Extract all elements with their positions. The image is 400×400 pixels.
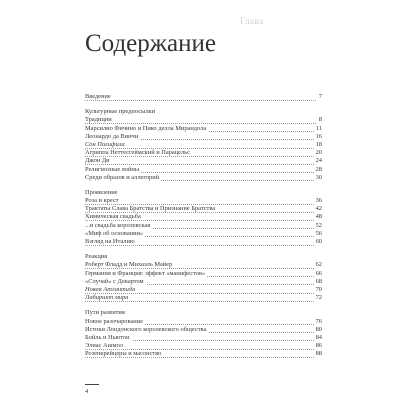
entry-label: Религиозные войны: [85, 165, 140, 173]
toc-entry: [85, 125, 322, 133]
entry-label: Марсилио Фичино и Пико делла Мирандола: [85, 124, 207, 132]
entry-label: Германия и Франция: эффект «манифестов»: [85, 269, 206, 277]
entry-page-number: 8: [318, 116, 322, 124]
page-title: Содержание: [85, 30, 216, 57]
footer-rule: [85, 384, 99, 385]
toc-entry: [85, 278, 322, 286]
entry-label: «Миф об основании»: [85, 229, 144, 237]
entry-page-number: 52: [315, 221, 322, 229]
entry-page-number: 66: [315, 269, 322, 277]
page-number: 4: [85, 388, 89, 395]
entry-page-number: 18: [315, 140, 322, 148]
toc-entry: [85, 318, 322, 326]
toc-entry: [85, 238, 322, 246]
entry-page-number: 60: [315, 238, 322, 245]
toc-entry: [85, 213, 322, 221]
table-of-contents: [85, 93, 322, 358]
entry-page-number: 30: [315, 173, 322, 181]
entry-page-number: 88: [315, 350, 322, 358]
entry-label: Истоки Лондонского королевского общества: [85, 325, 207, 333]
entry-label: Введение: [85, 93, 111, 100]
toc-section-heading: [85, 309, 322, 317]
entry-page-number: 24: [315, 157, 322, 165]
entry-label: Новое разочарование: [85, 317, 143, 325]
entry-page-number: 86: [315, 342, 322, 350]
toc-entry: [85, 261, 322, 269]
toc-entry: [85, 157, 322, 165]
entry-page-number: 16: [315, 132, 322, 140]
section-heading-label: Реакция: [85, 253, 108, 261]
entry-label: Химическая свадьба: [85, 213, 141, 221]
toc-entry: [85, 270, 322, 278]
toc-entry: [85, 205, 322, 213]
entry-page-number: 56: [315, 229, 322, 237]
toc-entry: [85, 222, 322, 230]
toc-entry: [85, 230, 322, 238]
section-heading-label: Проявление: [85, 188, 118, 196]
entry-label: ...и свадьба королевская: [85, 221, 151, 229]
toc-entry: [85, 116, 322, 124]
entry-page-number: 62: [315, 261, 322, 269]
toc-entry: [85, 174, 322, 182]
entry-page-number: 11: [315, 124, 322, 132]
entry-label: Розенкрейцеры и масонство: [85, 350, 162, 358]
entry-page-number: 68: [315, 277, 322, 285]
entry-page-number: 7: [318, 93, 322, 100]
toc-entry: [85, 197, 322, 205]
toc-section-heading: [85, 189, 322, 197]
entry-page-number: 80: [315, 325, 322, 333]
entry-page-number: 20: [315, 149, 322, 157]
entry-label: Леонардо да Винчи: [85, 132, 139, 140]
entry-label: Лабиринт мира: [85, 294, 129, 302]
entry-page-number: 76: [315, 317, 322, 325]
toc-entry: [85, 286, 322, 294]
section-heading-label: Пути развития: [85, 309, 125, 317]
entry-page-number: 84: [315, 333, 322, 341]
toc-entry: [85, 334, 322, 342]
entry-label: Роберт Фладд и Михаэль Майер: [85, 261, 173, 269]
entry-page-number: 48: [315, 213, 322, 221]
toc-entry: [85, 141, 322, 149]
toc-entry: [85, 326, 322, 334]
toc-entry: [85, 149, 322, 157]
entry-page-number: 28: [315, 165, 322, 173]
entry-label: Джон Ди: [85, 157, 110, 165]
toc-entry: [85, 133, 322, 141]
entry-label: Элиас Ашмол: [85, 342, 123, 350]
entry-label: Агриппа Неттесгеймский и Парацельс: [85, 149, 190, 157]
entry-label: Новая Атлантида: [85, 285, 136, 293]
entry-label: Трактаты Слава Братства и Признание Братства: [85, 205, 216, 213]
dot-leader: [85, 100, 322, 101]
entry-label: Среди образов и аллегорий: [85, 173, 160, 181]
entry-label: Взгляд на Италию: [85, 238, 135, 245]
entry-label: Сон Полифила: [85, 140, 125, 148]
entry-page-number: 42: [315, 205, 322, 213]
toc-entry: [85, 342, 322, 350]
section-heading-label: Культурные предпосылки: [85, 108, 156, 116]
entry-label: Роза и крест: [85, 197, 119, 205]
toc-entry: [85, 166, 322, 174]
toc-section-heading: [85, 108, 322, 116]
entry-label: «Случай» с Декартом: [85, 277, 144, 285]
toc-entry: [85, 93, 322, 101]
entry-page-number: 36: [315, 197, 322, 205]
bleed-through-text: Глава: [240, 16, 264, 26]
entry-page-number: 72: [315, 294, 322, 302]
entry-page-number: 70: [315, 285, 322, 293]
entry-label: Бойль и Ньютон: [85, 333, 130, 341]
toc-entry: [85, 350, 322, 358]
entry-label: Традиции: [85, 116, 112, 124]
toc-section-heading: [85, 253, 322, 261]
toc-entry: [85, 294, 322, 302]
